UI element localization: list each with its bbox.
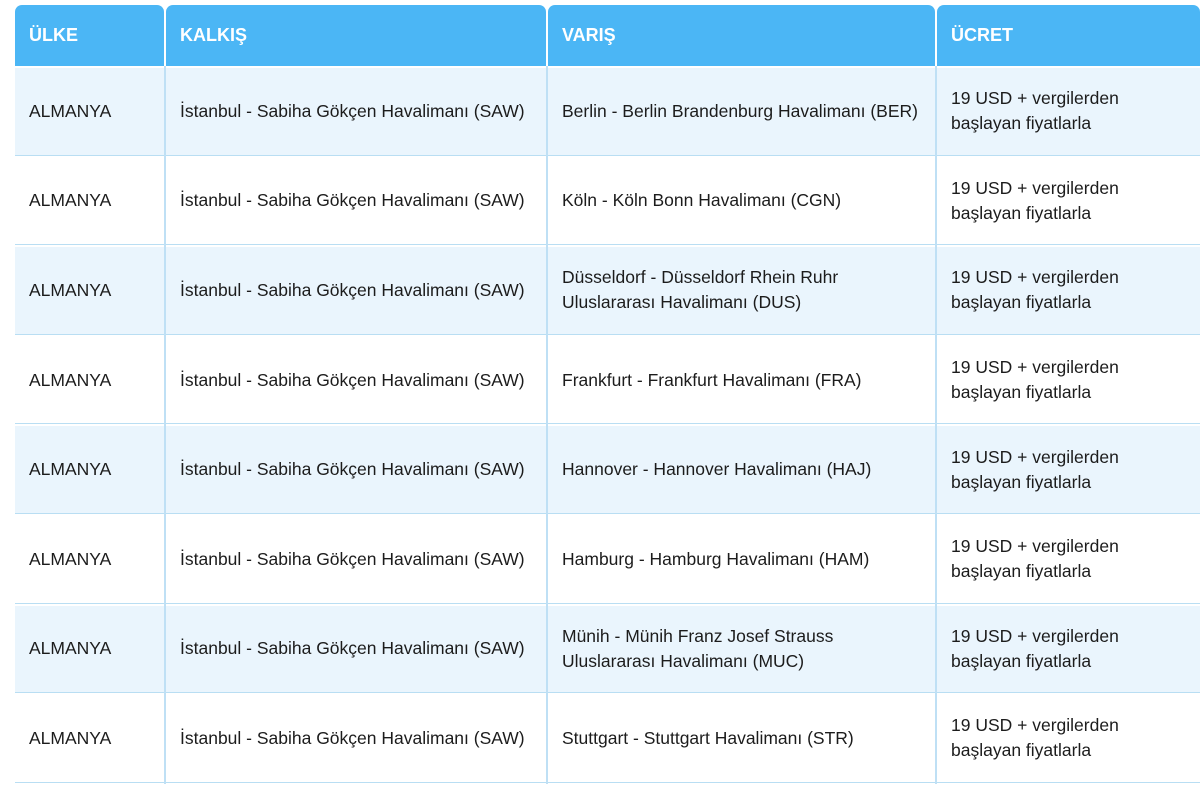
arrival-cell: Münih - Münih Franz Josef Strauss Uluslararası Havalimanı (MUC)	[548, 606, 935, 694]
arrival-cell: Stuttgart - Stuttgart Havalimanı (STR)	[548, 695, 935, 783]
arrival-cell: Berlin - Berlin Brandenburg Havalimanı (BER)	[548, 68, 935, 156]
column-divider	[935, 66, 937, 784]
arrival-cell: Frankfurt - Frankfurt Havalimanı (FRA)	[548, 337, 935, 425]
country-cell: ALMANYA	[15, 158, 164, 246]
country-cell: ALMANYA	[15, 68, 164, 156]
price-cell: 19 USD + vergilerden başlayan fiyatlarla	[937, 337, 1200, 425]
country-cell: ALMANYA	[15, 606, 164, 694]
departure-cell: İstanbul - Sabiha Gökçen Havalimanı (SAW)	[166, 606, 546, 694]
departure-cell: İstanbul - Sabiha Gökçen Havalimanı (SAW)	[166, 516, 546, 604]
price-cell: 19 USD + vergilerden başlayan fiyatlarla	[937, 68, 1200, 156]
price-cell: 19 USD + vergilerden başlayan fiyatlarla	[937, 247, 1200, 335]
departure-cell: İstanbul - Sabiha Gökçen Havalimanı (SAW)	[166, 68, 546, 156]
country-cell: ALMANYA	[15, 337, 164, 425]
header-country: ÜLKE	[15, 5, 164, 66]
price-cell: 19 USD + vergilerden başlayan fiyatlarla	[937, 606, 1200, 694]
price-cell: 19 USD + vergilerden başlayan fiyatlarla	[937, 695, 1200, 783]
departure-cell: İstanbul - Sabiha Gökçen Havalimanı (SAW)	[166, 158, 546, 246]
country-cell: ALMANYA	[15, 516, 164, 604]
country-cell: ALMANYA	[15, 426, 164, 514]
price-cell: 19 USD + vergilerden başlayan fiyatlarla	[937, 158, 1200, 246]
arrival-cell: Düsseldorf - Düsseldorf Rhein Ruhr Uluslararası Havalimanı (DUS)	[548, 247, 935, 335]
country-cell: ALMANYA	[15, 247, 164, 335]
departure-cell: İstanbul - Sabiha Gökçen Havalimanı (SAW)	[166, 247, 546, 335]
price-cell: 19 USD + vergilerden başlayan fiyatlarla	[937, 516, 1200, 604]
column-divider	[164, 66, 166, 784]
header-departure: KALKIŞ	[166, 5, 546, 66]
country-cell: ALMANYA	[15, 695, 164, 783]
arrival-cell: Hamburg - Hamburg Havalimanı (HAM)	[548, 516, 935, 604]
arrival-cell: Köln - Köln Bonn Havalimanı (CGN)	[548, 158, 935, 246]
flight-table	[15, 5, 1197, 783]
header-price: ÜCRET	[937, 5, 1200, 66]
column-divider	[546, 66, 548, 784]
price-cell: 19 USD + vergilerden başlayan fiyatlarla	[937, 426, 1200, 514]
arrival-cell: Hannover - Hannover Havalimanı (HAJ)	[548, 426, 935, 514]
departure-cell: İstanbul - Sabiha Gökçen Havalimanı (SAW)	[166, 695, 546, 783]
header-arrival: VARIŞ	[548, 5, 935, 66]
departure-cell: İstanbul - Sabiha Gökçen Havalimanı (SAW)	[166, 337, 546, 425]
departure-cell: İstanbul - Sabiha Gökçen Havalimanı (SAW)	[166, 426, 546, 514]
